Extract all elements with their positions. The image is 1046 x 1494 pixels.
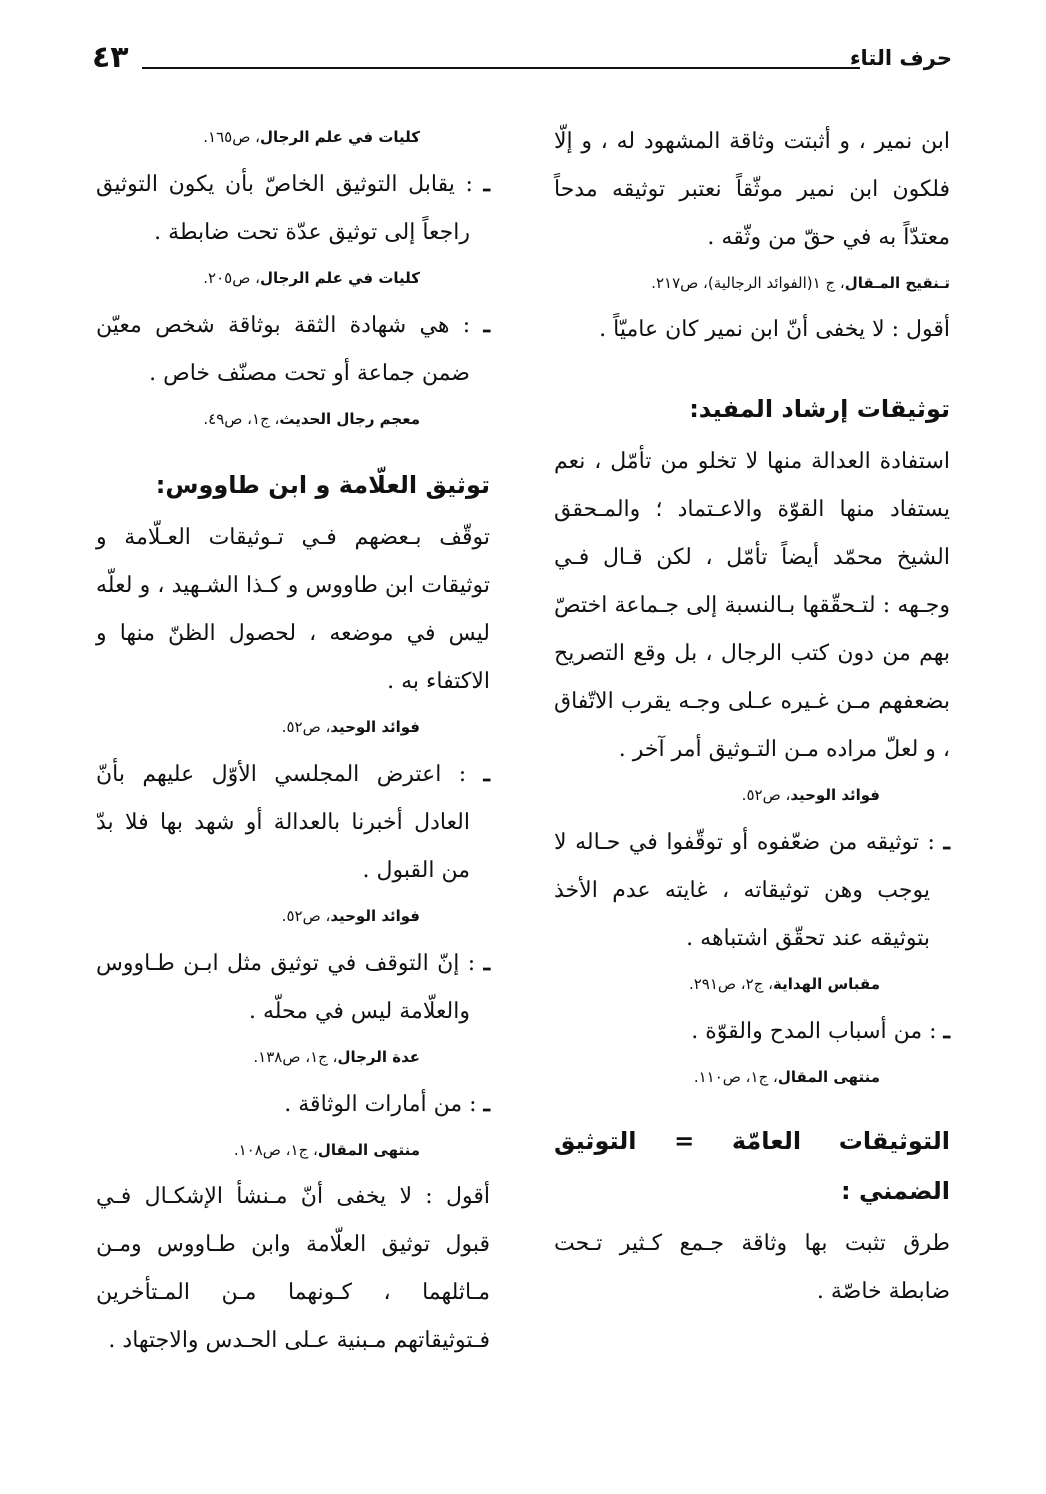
source-detail: ، ص٥٢.	[281, 718, 331, 736]
dash-marker: ـ	[943, 829, 950, 855]
source-citation	[554, 780, 950, 810]
list-item-text: : من أسباب المدح والقوّة .	[691, 1019, 937, 1044]
list-item	[96, 160, 490, 257]
source-title: فوائد الوحيد	[330, 718, 420, 736]
source-detail: ، ج١، ص١١٠.	[693, 1068, 778, 1086]
dash-marker: ـ	[483, 171, 490, 197]
paragraph: توقّف بـعضهم فـي تـوثيقات العـلّامة و توثيقات ابن طاووس و كـذا الشـهيد ، و لعلّه ليس في موضعه ، لحصول الظنّ منها و الاكتفاء به .	[96, 525, 490, 694]
source-citation	[554, 268, 950, 298]
source-detail: ، ج ١(الفوائد الرجالية)، ص٢١٧.	[651, 274, 845, 292]
dash-marker: ـ	[483, 312, 490, 338]
source-detail: ، ص١٦٥.	[203, 128, 260, 146]
section-heading: توثيق العلّامة و ابن طاووس:	[155, 471, 490, 499]
source-citation	[96, 1135, 490, 1165]
left-column	[96, 108, 490, 1365]
header-rule	[142, 67, 860, 69]
paragraph: أقول : لا يخفى أنّ مـنشأ الإشكـال فـي قبول توثيق العلّامة وابن طـاووس ومـن مـاثلهما ، كـونهما مـن المـتأخرين فـتوثيقاتهم مـبنية عـلى الحـدس والاجتهاد .	[96, 1184, 490, 1353]
dash-marker: ـ	[943, 1018, 950, 1044]
page-header	[92, 40, 952, 80]
source-citation	[96, 1042, 490, 1072]
source-citation	[96, 122, 490, 152]
page-number: ٤٣	[92, 40, 129, 75]
source-detail: ، ج١، ص٤٩.	[203, 410, 280, 428]
list-item-text: : توثيقه من ضعّفوه أو توقّفوا في حـاله لا يوجب وهن توثيقاته ، غايته عدم الأخذ بتوثيقه عند تحقّق اشتباهه .	[554, 830, 935, 951]
source-citation	[96, 404, 490, 434]
source-title: منتهى المقال	[777, 1068, 880, 1086]
paragraph: أقول : لا يخفى أنّ ابن نمير كان عاميّاً .	[599, 317, 950, 342]
list-item-text: : هي شهادة الثقة بوثاقة شخص معيّن ضمن جماعة أو تحت مصنّف خاص .	[96, 313, 471, 386]
source-detail: ، ج١، ص١٣٨.	[253, 1048, 338, 1066]
source-title: تـنقيح المـقال	[844, 274, 950, 292]
source-title: مقباس الهداية	[773, 975, 880, 993]
dash-marker: ـ	[483, 1091, 490, 1117]
paragraph: ابن نمير ، و أثبتت وثاقة المشهود له ، و إلّا فلكون ابن نمير موثّقاً نعتبر توثيقه مدحاً معتدّاً به في حقّ من وثّقه .	[554, 129, 950, 250]
list-item	[96, 750, 490, 895]
paragraph: استفادة العدالة منها لا تخلو من تأمّل ، نعم يستفاد منها القوّة والاعـتماد ؛ والمـحقق الشيخ محمّد أيضاً تأمّل ، لكن قـال فـي وجـهه : لتـحقّقها بـالنسبة إلى جـماعة اختصّ بهم من دون كتب الرجال ، بل وقع التصريح بضعفهم مـن غـيره عـلى وجـه يقرب الاتّفاق ، و لعلّ مراده مـن التـوثيق أمر آخر .	[554, 449, 950, 762]
right-column	[554, 108, 950, 1316]
source-detail: ، ص٢٠٥.	[203, 269, 260, 287]
source-citation	[554, 1062, 950, 1092]
source-detail: ، ج١، ص١٠٨.	[233, 1141, 318, 1159]
list-item	[96, 939, 490, 1036]
list-item-text: : إنّ التوقف في توثيق مثل ابـن طـاووس والعلّامة ليس في محلّه .	[96, 951, 476, 1024]
source-title: فوائد الوحيد	[330, 907, 420, 925]
source-title: عدة الرجال	[337, 1048, 420, 1066]
list-item-text: : يقابل التوثيق الخاصّ بأن يكون التوثيق راجعاً إلى توثيق عدّة تحت ضابطة .	[96, 172, 473, 245]
source-citation	[96, 712, 490, 742]
running-title: حرف التاء	[849, 46, 952, 70]
source-citation	[96, 263, 490, 293]
list-item-text: : من أمارات الوثاقة .	[284, 1092, 477, 1117]
source-title: فوائد الوحيد	[790, 786, 880, 804]
list-item	[554, 1007, 950, 1056]
source-citation	[554, 969, 950, 999]
source-detail: ، ج٢، ص٢٩١.	[688, 975, 774, 993]
source-title: كليات في علم الرجال	[259, 128, 420, 146]
source-title: منتهى المقال	[317, 1141, 420, 1159]
source-citation	[96, 901, 490, 931]
source-detail: ، ص٥٢.	[281, 907, 331, 925]
list-item	[554, 818, 950, 963]
list-item-text: : اعترض المجلسي الأوّل عليهم بأنّ العادل أخبرنا بالعدالة أو شهد بها فلا بدّ من القبول .	[96, 762, 470, 883]
source-title: كليات في علم الرجال	[259, 269, 420, 287]
list-item	[96, 301, 490, 398]
section-heading: توثيقات إرشاد المفيد:	[689, 395, 950, 423]
section-heading: التوثيقات العامّة = التوثيق الضمني :	[554, 1127, 950, 1205]
list-item	[96, 1080, 490, 1129]
source-title: معجم رجال الحديث	[279, 410, 420, 428]
dash-marker: ـ	[483, 950, 491, 976]
paragraph: طرق تثبت بها وثاقة جـمع كـثير تـحت ضابطة خاصّة .	[554, 1231, 950, 1304]
source-detail: ، ص٥٢.	[741, 786, 791, 804]
dash-marker: ـ	[483, 761, 490, 787]
